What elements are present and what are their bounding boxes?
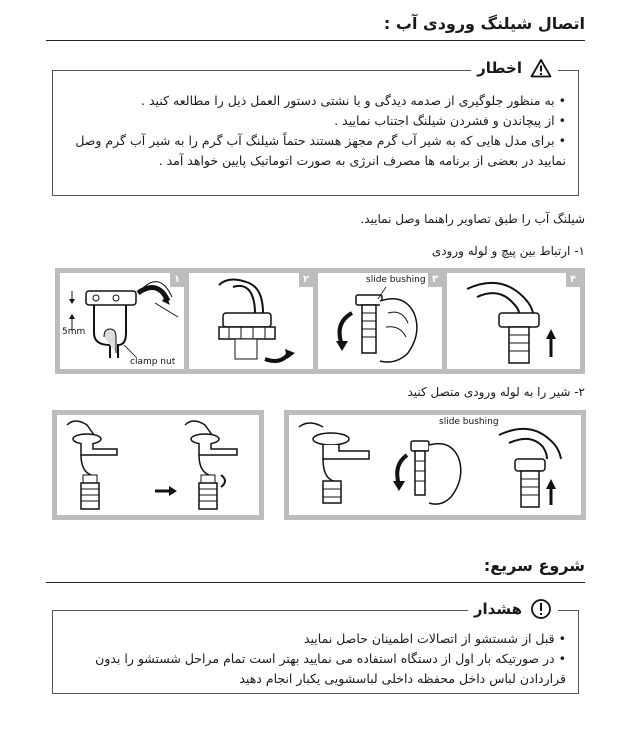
note-heading: هشدار <box>473 600 522 618</box>
five-mm-caption: 5mm <box>62 327 86 337</box>
quick-start-divider <box>46 582 585 583</box>
step2-cell-tap <box>57 415 259 515</box>
warning-triangle-icon <box>530 58 552 78</box>
clamp-nut-caption: clamp nut <box>130 357 176 367</box>
tap-thread-adapter-illustration <box>57 415 259 515</box>
step2-label: ۲- شیر را به لوله ورودی متصل کنید <box>407 385 585 399</box>
warning-bullet: • از پیچاندن و فشردن شیلنگ اجتناب نمایید . <box>334 113 566 128</box>
nut-tightening-illustration <box>189 273 313 369</box>
warning-bullet: • برای مدل هایی که به شیر آب گرم مجهز هستند حتماً شیلنگ آب گرم را به شیر آب گرم وصل نمایید در بعضی از برنامه ها مصرف انرژی به صورت اتوماتیک پایین خواهد آمد . <box>75 133 566 168</box>
warning-heading: اخطار <box>477 59 522 77</box>
hose-threaded-cap-illustration <box>60 273 184 369</box>
note-bullets <box>65 629 566 689</box>
step2-figure-right <box>284 410 586 520</box>
slide-bushing-caption-2: slide bushing <box>439 417 499 427</box>
step1-cell-4 <box>447 273 580 369</box>
warning-legend <box>471 58 558 78</box>
step-number: ۳ <box>428 273 442 287</box>
slide-bushing-caption: slide bushing <box>366 275 426 285</box>
note-legend <box>468 598 558 620</box>
step-number: ۲ <box>299 273 313 287</box>
note-bullet: • در صورتیکه بار اول از دستگاه استفاده می نمایید بهتر است تمام مراحل شستشو را بدون قراردادن لباس داخل محفظه داخلی لباسشویی یکبار انجام دهید <box>95 651 566 686</box>
slide-bushing-illustration <box>318 273 442 369</box>
step1-figure <box>55 268 585 374</box>
note-bullet: • قبل از شستشو از اتصالات اطمینان حاصل نمایید <box>303 631 566 646</box>
step2-cell-connect <box>289 415 581 515</box>
note-box <box>52 600 579 694</box>
page-title: اتصال شیلنگ ورودی آب : <box>383 14 585 33</box>
tap-to-hose-connection-illustration <box>289 415 581 515</box>
exclamation-circle-icon <box>530 598 552 620</box>
step1-label: ۱- ارتباط بین پیچ و لوله ورودی <box>431 244 585 258</box>
step1-cell-3 <box>318 273 442 369</box>
title-divider <box>46 40 585 41</box>
warning-bullets <box>65 91 566 171</box>
warning-bullet: • به منظور جلوگیری از صدمه دیدگی و یا نشتی دستور العمل ذیل را مطالعه کنید . <box>141 93 566 108</box>
step1-cell-2 <box>189 273 313 369</box>
intro-text: شیلنگ آب را طبق تصاویر راهنما وصل نمایید. <box>360 212 585 226</box>
step2-figure-left <box>52 410 264 520</box>
bushing-slide-up-illustration <box>447 273 580 369</box>
warning-box <box>52 59 579 196</box>
step1-cell-1 <box>60 273 184 369</box>
quick-start-heading: شروع سریع: <box>483 556 585 575</box>
step-number: ۴ <box>566 273 580 287</box>
step-number: ۱ <box>170 273 184 287</box>
